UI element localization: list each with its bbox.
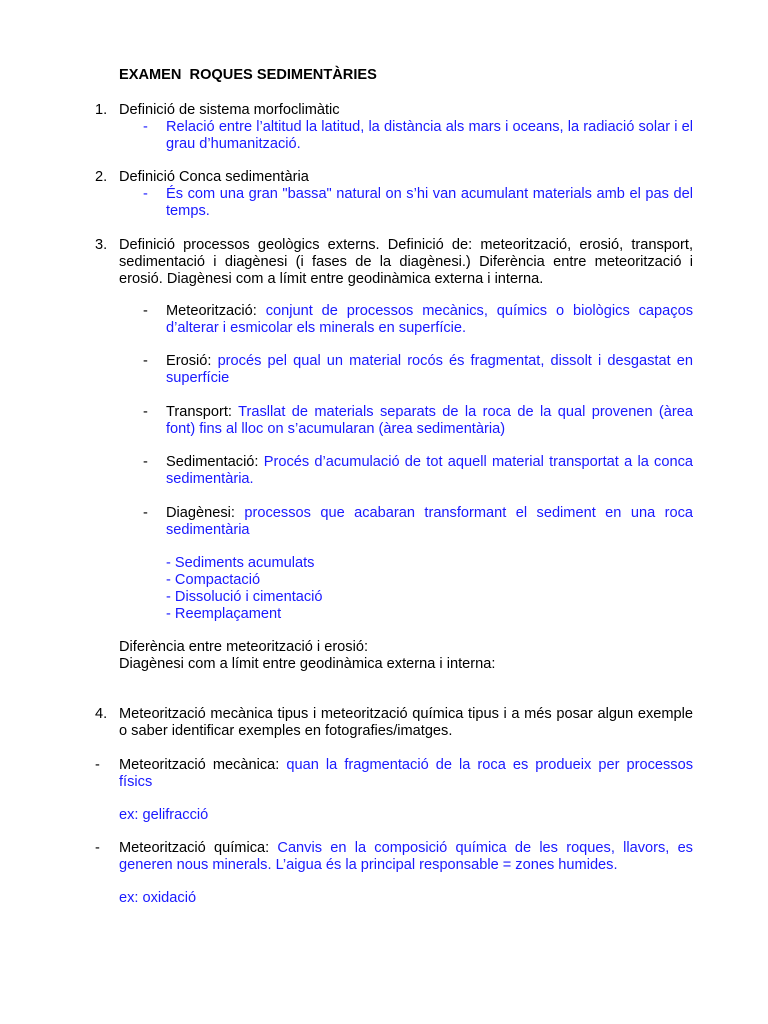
item-sedimentacio-def: Procés d’acumulació de tot aquell material transportat a la conca sedimentària. — [166, 454, 693, 487]
answer-2-dash: - — [143, 186, 148, 202]
mechanical-weathering-def: quan la fragmentació de la roca es produeix per processos físics — [119, 757, 693, 790]
item-sedimentacio-term: Sedimentació: — [166, 454, 259, 470]
item-sedimentacio — [166, 454, 693, 488]
question-4-text: Meteorització mecànica tipus i meteorització química tipus i a més posar algun exemple o saber identificar exemples en fotografies/imatges. — [119, 706, 693, 739]
item-erosio-term: Erosió: — [166, 353, 212, 369]
item-transport-def: Trasllat de materials separats de la roca de la qual provenen (àrea font) fins al lloc on s’acumularan (àrea sedimentària) — [166, 404, 693, 437]
item-diagenesi-def: processos que acabaran transformant el sediment en una roca sedimentària — [166, 505, 693, 538]
mech-dash: - — [95, 757, 100, 773]
item-2-dash: - — [143, 353, 148, 369]
item-transport-term: Transport: — [166, 404, 232, 420]
phase-item: - Reemplaçament — [166, 606, 282, 622]
chemical-example: ex: oxidació — [119, 890, 197, 906]
mechanical-weathering-term: Meteorització mecànica: — [119, 757, 280, 773]
item-4-dash: - — [143, 454, 148, 470]
item-erosio-def: procés pel qual un material rocós és fragmentat, dissolt i desgastat en superfície — [166, 353, 693, 386]
mechanical-weathering — [119, 757, 693, 791]
chemical-weathering — [119, 840, 693, 874]
item-diagenesi-term: Diagènesi: — [166, 505, 235, 521]
chemical-weathering-def: Canvis en la composició química de les roques, llavors, es generen nous minerals. L’aigua és la principal responsable = zones humides. — [119, 840, 693, 873]
extra-difference: Diferència entre meteorització i erosió: — [119, 639, 369, 655]
question-3-text: Definició processos geològics externs. Definició de: meteorització, erosió, transport, sedimentació i diagènesi (i fases de la diagènesi.) Diferència entre meteorització i erosió. Diagènesi com a límit entre geodinàmica externa i interna. — [119, 237, 693, 287]
document-title: EXAMEN ROQUES SEDIMENTÀRIES — [119, 67, 377, 83]
item-meteoritzacio-term: Meteorització: — [166, 303, 257, 319]
item-5-dash: - — [143, 505, 148, 521]
item-meteoritzacio-def: conjunt de processos mecànics, químics o biològics capaços d’alterar i esmicolar els minerals en superfície. — [166, 303, 693, 336]
question-2-number: 2. — [95, 169, 108, 185]
chemical-weathering-term: Meteorització química: — [119, 840, 270, 856]
extra-diagenesi-limit: Diagènesi com a límit entre geodinàmica externa i interna: — [119, 656, 496, 672]
question-4-number: 4. — [95, 706, 108, 722]
item-3-dash: - — [143, 404, 148, 420]
answer-2-text: És com una gran "bassa" natural on s’hi van acumulant materials amb el pas del temps. — [166, 186, 693, 219]
item-transport — [166, 404, 693, 438]
phase-item: - Compactació — [166, 572, 261, 588]
question-3-number: 3. — [95, 237, 108, 253]
question-1-number: 1. — [95, 102, 108, 118]
item-meteoritzacio — [166, 303, 693, 337]
item-diagenesi — [166, 505, 693, 539]
mechanical-example: ex: gelifracció — [119, 807, 209, 823]
phase-item: - Dissolució i cimentació — [166, 589, 323, 605]
item-1-dash: - — [143, 303, 148, 319]
chem-dash: - — [95, 840, 100, 856]
answer-1-text: Relació entre l’altitud la latitud, la distància als mars i oceans, la radiació solar i el grau d’humanització. — [166, 119, 693, 152]
item-erosio — [166, 353, 693, 387]
answer-1-dash: - — [143, 119, 148, 135]
question-2-text: Definició Conca sedimentària — [119, 169, 309, 185]
phase-item: - Sediments acumulats — [166, 555, 315, 571]
question-1-text: Definició de sistema morfoclimàtic — [119, 102, 340, 118]
